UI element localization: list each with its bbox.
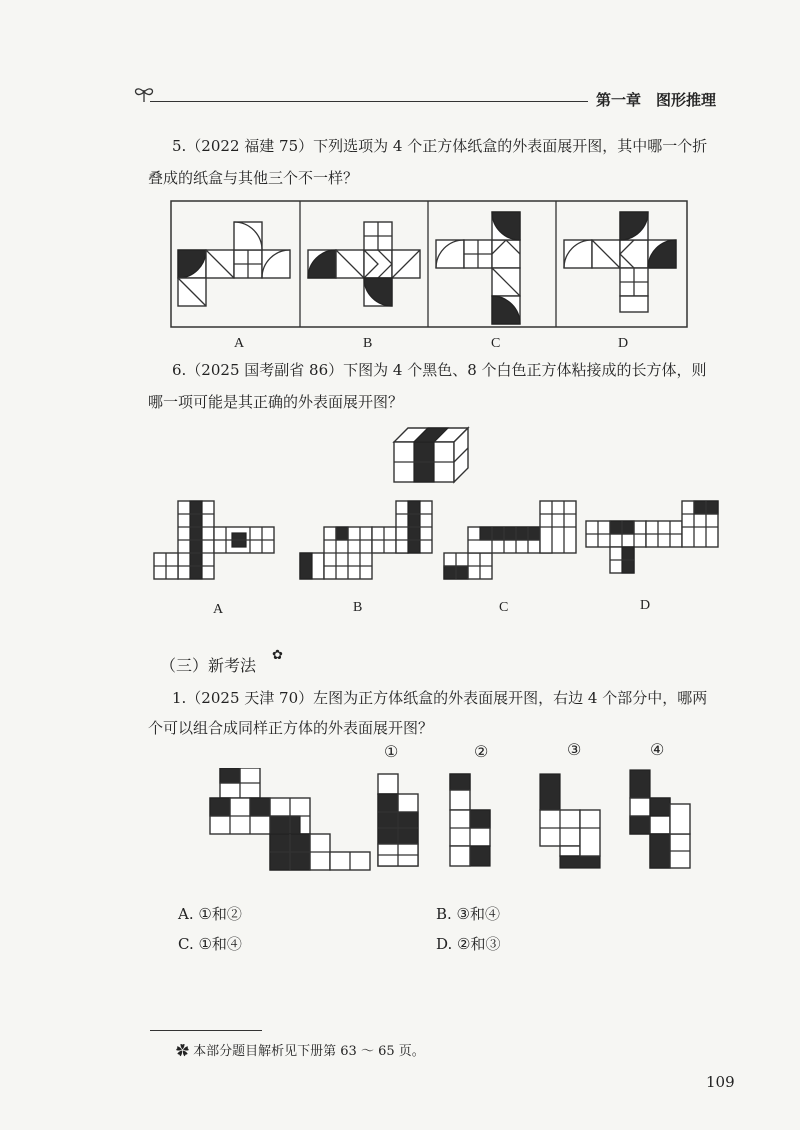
q6-cuboid xyxy=(392,422,472,488)
q5-text-line2: 叠成的纸盒与其他三个不一样？ xyxy=(148,169,359,187)
q5-option-b: B xyxy=(363,336,373,351)
header-rule xyxy=(150,101,588,102)
header-chapter: 第一章 xyxy=(596,91,642,109)
section-heading: （三）新考法 xyxy=(160,656,257,675)
q1-choice-d: D. ②和③ xyxy=(436,935,501,953)
q6-net-a xyxy=(154,501,274,579)
q6-net-d xyxy=(586,501,718,573)
q6-option-d: D xyxy=(640,598,651,613)
footnote-text: ✿ 本部分题目解析见下册第 63 ～ 65 页。 xyxy=(176,1044,425,1059)
q6-net-b xyxy=(300,501,432,579)
q6-text-line1: 6.（2025 国考副省 86）下图为 4 个黑色、8 个白色正方体粘接成的长方体，则 xyxy=(172,361,707,379)
q1-choice-c: C. ①和④ xyxy=(178,935,242,953)
q1-part-label-4: ④ xyxy=(650,740,665,759)
q6-figure xyxy=(150,495,720,589)
q1-part-label-2: ② xyxy=(474,742,489,761)
q1-figure xyxy=(200,768,700,892)
q5-option-c: C xyxy=(491,336,501,351)
header-leaf-icon xyxy=(132,84,156,108)
q6-net-c xyxy=(444,501,576,579)
q5-net-c xyxy=(436,212,520,324)
q1-main-net xyxy=(210,768,370,870)
q1-part-4 xyxy=(630,770,690,868)
footnote-rule xyxy=(150,1030,262,1031)
q5-text-line1: 5.（2022 福建 75）下列选项为 4 个正方体纸盒的外表面展开图，其中哪一个折 xyxy=(172,137,708,155)
q1-text-line2: 个可以组合成同样正方体的外表面展开图？ xyxy=(148,719,434,737)
q6-option-a: A xyxy=(213,602,224,617)
q1-part-label-1: ① xyxy=(384,742,399,761)
q5-option-a: A xyxy=(234,336,245,351)
header-title: 图形推理 xyxy=(656,91,717,109)
q5-figure xyxy=(170,200,690,334)
q1-part-2 xyxy=(450,774,490,866)
q1-choice-b: B. ③和④ xyxy=(436,905,501,923)
q1-part-label-3: ③ xyxy=(567,740,582,759)
page-number: 109 xyxy=(706,1073,735,1091)
q6-option-c: C xyxy=(499,600,509,615)
q5-net-d xyxy=(564,212,676,312)
q5-net-b xyxy=(308,222,420,306)
q6-option-b: B xyxy=(353,600,363,615)
q1-part-1 xyxy=(378,774,418,866)
q1-part-3 xyxy=(540,774,600,868)
q5-net-a xyxy=(178,222,290,306)
q6-text-line2: 哪一项可能是其正确的外表面展开图？ xyxy=(148,393,404,411)
q1-text-line1: 1.（2025 天津 70）左图为正方体纸盒的外表面展开图，右边 4 个部分中，哪两 xyxy=(172,689,708,707)
q1-choice-a: A. ①和② xyxy=(178,905,242,923)
q5-option-d: D xyxy=(618,336,629,351)
section-mark-icon: ✿ xyxy=(272,648,283,663)
